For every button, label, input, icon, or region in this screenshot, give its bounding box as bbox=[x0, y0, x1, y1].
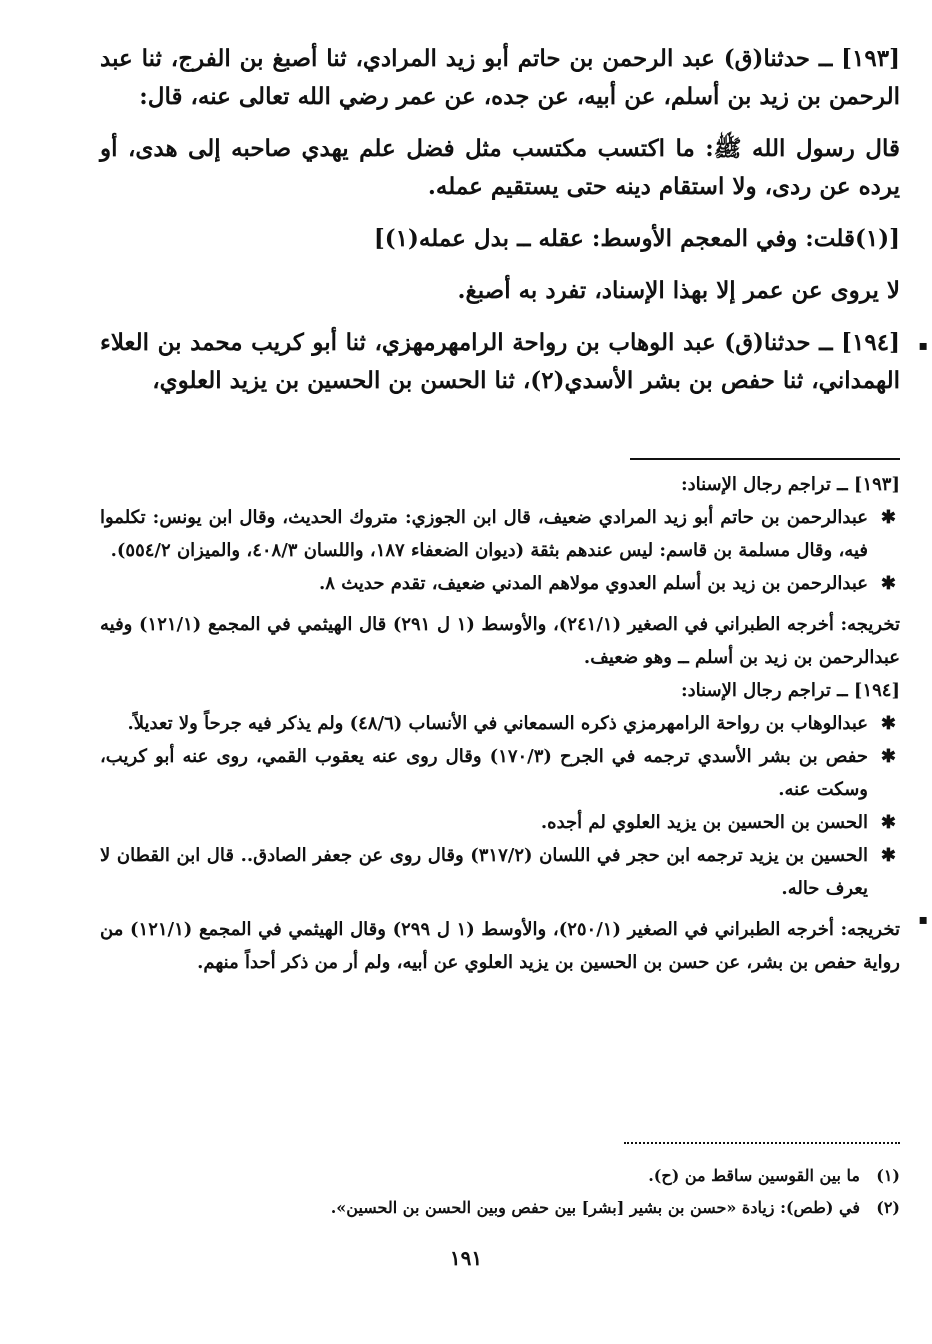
asterisk-icon: ✱ bbox=[880, 507, 896, 528]
narrator-194-1: ✱ عبدالوهاب بن رواحة الرامهرمزي ذكره السمعاني في الأنساب (٤٨/٦) ولم يذكر فيه جرحاً ولا تعديلاً. bbox=[100, 707, 900, 740]
footnotes bbox=[100, 1160, 900, 1224]
hadith-193-note: [(١)قلت: وفي المعجم الأوسط: عقله ــ بدل عمله(١)] bbox=[373, 225, 900, 252]
asterisk-icon: ✱ bbox=[880, 812, 896, 833]
hadith-194-chain: [١٩٤] ــ حدثنا(ق) عبد الوهاب بن رواحة الرامهرمهزي، ثنا أبو كريب محمد بن العلاء الهمداني، ثنا حفص بن بشر الأسدي(٢)، ثنا الحسن بن الحسين بن يزيد العلوي، bbox=[100, 329, 900, 394]
notes-separator bbox=[630, 458, 900, 460]
footnote-1: (١) ما بين القوسين ساقط من (ح). bbox=[648, 1166, 900, 1185]
heading-193: [١٩٣] ــ تراجم رجال الإسناد: bbox=[680, 474, 900, 495]
main-text bbox=[100, 40, 900, 400]
narrator-194-4: ✱ الحسين بن يزيد ترجمه ابن حجر في اللسان (٣١٧/٢) وقال روى عن جعفر الصادق.. قال ابن القطان لا يعرف حاله. bbox=[100, 839, 900, 905]
hadith-193-chain: [١٩٣] ــ حدثنا(ق) عبد الرحمن بن حاتم أبو زيد المرادي، ثنا أصبغ بن الفرج، ثنا عبد الرحمن بن زيد بن أسلم، عن أبيه، عن جده، عن عمر رضي الله تعالى عنه، قال: bbox=[100, 45, 900, 110]
margin-mark: ▪ bbox=[918, 912, 928, 928]
footnote-separator bbox=[624, 1142, 900, 1144]
footnote-2: (٢) في (طص): زيادة «حسن بن بشير [بشر] بين حفص وبين الحسن بن الحسين». bbox=[330, 1198, 900, 1217]
commentary bbox=[100, 468, 900, 979]
hadith-193-text: قال رسول الله ﷺ: ما اكتسب مكتسب مثل فضل علم يهدي صاحبه إلى هدى، أو يرده عن ردى، ولا استقام دينه حتى يستقيم عمله. bbox=[100, 135, 900, 200]
takhrij-194: تخريجه: أخرجه الطبراني في الصغير (٢٥٠/١)، والأوسط (١ ل ٢٩٩) وقال الهيثمي في المجمع (١٢١/١) من رواية حفص بن بشر، عن حسن بن الحسين بن يزيد العلوي عن أبيه، ولم أر من ذكر أحداً منهم. bbox=[100, 919, 900, 973]
margin-mark: ▪ bbox=[918, 338, 928, 354]
takhrij-193: تخريجه: أخرجه الطبراني في الصغير (٢٤١/١)، والأوسط (١ ل ٢٩١) قال الهيثمي في المجمع (١٢١/١) وفيه عبدالرحمن بن زيد بن أسلم ــ وهو ضعيف. bbox=[100, 614, 900, 668]
page-number: ١٩١ bbox=[449, 1246, 483, 1270]
narrator-193-2: ✱ عبدالرحمن بن زيد بن أسلم العدوي مولاهم المدني ضعيف، تقدم حديث ٨. bbox=[100, 567, 900, 600]
narrator-194-3: ✱ الحسن بن الحسين بن يزيد العلوي لم أجده. bbox=[100, 806, 900, 839]
asterisk-icon: ✱ bbox=[880, 746, 896, 767]
heading-194: [١٩٤] ــ تراجم رجال الإسناد: bbox=[680, 680, 900, 701]
asterisk-icon: ✱ bbox=[880, 573, 896, 594]
narrator-193-1: ✱ عبدالرحمن بن حاتم أبو زيد المرادي ضعيف، قال ابن الجوزي: متروك الحديث، وقال ابن يونس: تكلموا فيه، وقال مسلمة بن قاسم: ليس عندهم بثقة (ديوان الضعفاء ١٨٧، واللسان ٤٠٨/٣، والميزان ٥٥٤/٢). bbox=[100, 501, 900, 567]
narrator-194-2: ✱ حفص بن بشر الأسدي ترجمه في الجرح (١٧٠/٣) وقال روى عنه يعقوب القمي، روى عنه أبو كريب، وسكت عنه. bbox=[100, 740, 900, 806]
asterisk-icon: ✱ bbox=[880, 845, 896, 866]
hadith-193-remark: لا يروى عن عمر إلا بهذا الإسناد، تفرد به أصبغ. bbox=[457, 277, 900, 304]
asterisk-icon: ✱ bbox=[880, 713, 896, 734]
